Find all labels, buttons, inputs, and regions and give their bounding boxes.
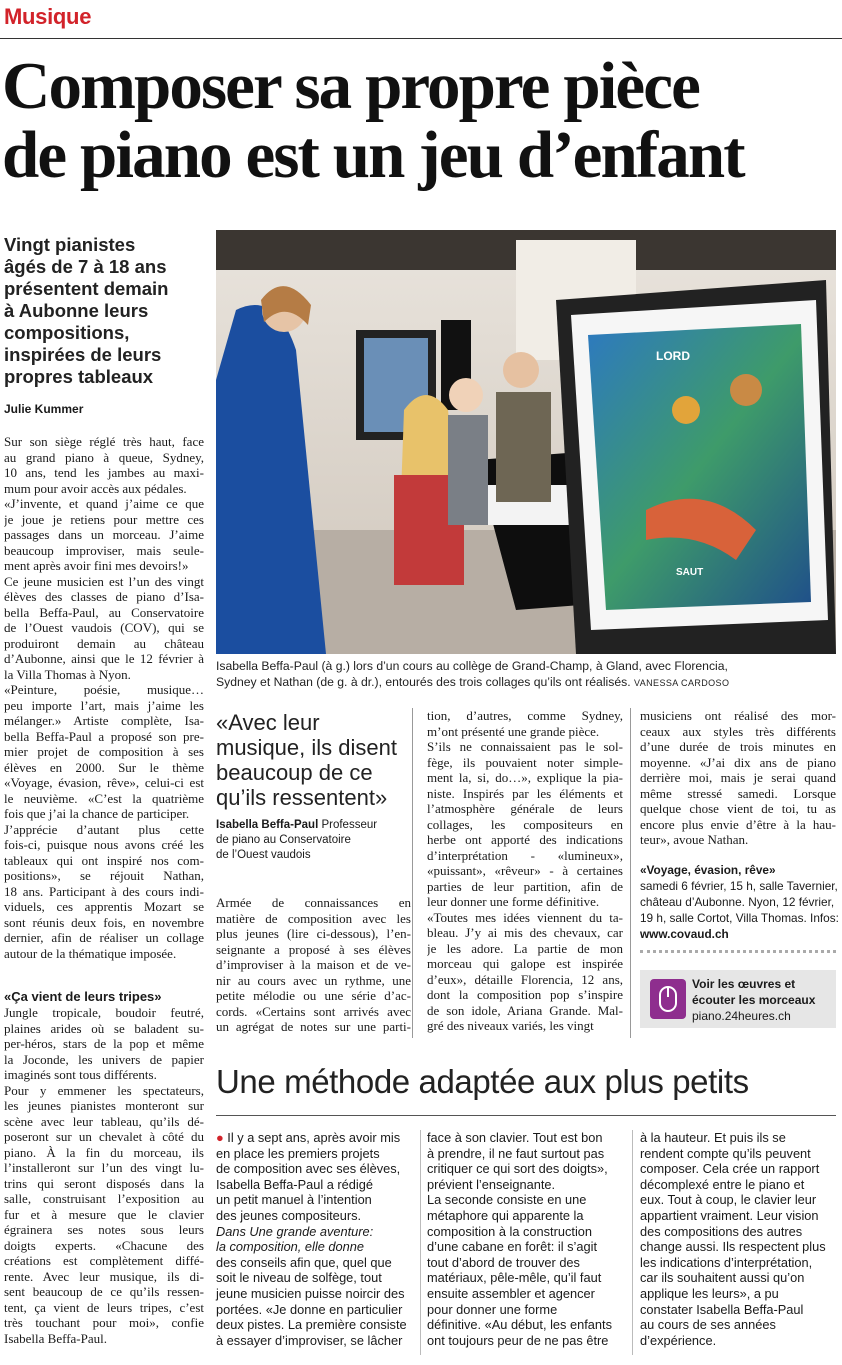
text-line: J’apprécie d’autant plus cette	[4, 821, 204, 837]
text-line: S’ils ne connaissaient pas le sol-	[427, 739, 623, 754]
headline	[2, 49, 842, 192]
info-divider	[640, 950, 836, 953]
text-line: matériaux, pêle-mêle, qu’il faut	[427, 1270, 602, 1286]
text-line: bella Beffa-Paul a proposé son pre-	[4, 728, 204, 744]
text-line: sent beaucoup de ce qu’ils ressen-	[4, 1284, 204, 1299]
quote-role-line: de l’Ouest vaudois	[216, 849, 311, 861]
text-line: les jeunes pianistes monteront sur	[4, 1098, 204, 1113]
text-line: Armée de connaissances en	[216, 895, 411, 910]
text-line: à la hauteur. Et puis ils se	[640, 1130, 786, 1145]
text-line: produiront demain au château	[4, 635, 204, 651]
text-line: de son idole, Ariana Grande. Mal-	[427, 1002, 623, 1018]
text-line: rendent compte qu’ils peuvent	[640, 1145, 811, 1161]
article-column-2	[216, 895, 411, 1035]
text-line: je les adore. La partie de mon	[427, 940, 623, 956]
text-line: Isabella Beffa-Paul a rédigé	[216, 1176, 373, 1192]
text-line: La seconde consiste en une	[427, 1192, 587, 1208]
lead-line: à Aubonne leurs	[4, 300, 149, 321]
article-photo	[216, 230, 836, 654]
text-line: fur et à mesure que le clavier	[4, 1206, 204, 1222]
photo-caption	[216, 658, 836, 691]
subheading: «Ça vient de leurs tripes»	[4, 989, 162, 1004]
column-divider	[412, 708, 413, 1038]
text-line: même stressé samedi. Lorsque	[640, 785, 836, 801]
text-line: très touchant pour moi», confie	[4, 1315, 204, 1330]
text-line: collages, les compositeurs en	[427, 816, 623, 832]
article-column-3	[427, 708, 623, 1034]
text-line: petite mélodie ou une série d’ac-	[216, 988, 411, 1003]
text-line: morceau qui galope est inspirée	[427, 956, 623, 971]
text-line: portées. «Je donne en particulier	[216, 1301, 403, 1317]
text-line: dont la composition pop s’inspire	[427, 987, 623, 1002]
text-line: «puissant», «rêveur» - à certaines	[427, 863, 623, 878]
text-line: tent, ça vient de leurs tripes, c’est	[4, 1299, 204, 1315]
text-line: passages dans un morceau. J’aime	[4, 527, 204, 542]
text-line: plus jeunes (lire ci-dessous), l’en-	[216, 926, 411, 941]
quote-line: qu’ils ressentent»	[216, 785, 388, 810]
text-line: Pour y emmener les spectateurs,	[4, 1082, 204, 1098]
text-line: la composition, elle donne	[216, 1239, 364, 1255]
lead-paragraph	[4, 234, 204, 388]
text-line: Dans Une grande aventure:	[216, 1223, 374, 1239]
text-line: mum pour avoir accès aux pédales.	[4, 480, 187, 496]
text-line: un petit manuel à l’intention	[216, 1192, 372, 1208]
headline-line: Composer sa propre pièce	[2, 49, 699, 123]
text-line: eux. Tout à coup, le clavier leur	[640, 1192, 817, 1208]
text-line: d’interprétation - «lumineux»,	[427, 847, 623, 863]
quote-line: musique, ils disent	[216, 735, 397, 760]
text-line: décomplexé entre le piano et	[640, 1176, 805, 1192]
text-line: d’une cabane en forêt: il s’agit	[427, 1239, 598, 1255]
quote-line: beaucoup de ce	[216, 760, 373, 785]
text-line: fois que j’ai la chance de participer.	[4, 806, 190, 821]
web-promo-text	[692, 976, 815, 1024]
top-divider	[0, 38, 842, 39]
text-line: positions», se réjouit Nathan,	[4, 868, 204, 883]
text-line: plaines arides où se baladent su-	[4, 1020, 204, 1036]
lead-line: Vingt pianistes	[4, 234, 136, 255]
text-line: créations est complètement diffé-	[4, 1253, 204, 1268]
box-divider	[216, 1115, 836, 1116]
text-line: Isabella Beffa-Paul.	[4, 1330, 107, 1346]
text-line: nir au cours avec un rythme, une	[216, 972, 411, 988]
text-line: de l’Ouest vaudois (COV), qui se	[4, 620, 204, 635]
text-line: le neuvième. «C’est la quatrième	[4, 790, 204, 806]
mouse-icon	[650, 979, 686, 1019]
lead-line: présentent demain	[4, 278, 169, 299]
web-promo-title: Voir les œuvres et	[692, 977, 796, 991]
text-line: en place les premiers projets	[216, 1145, 380, 1161]
text-line: élèves en 2000. Sur le thème	[4, 759, 204, 775]
quote-role-first: Professeur	[321, 819, 378, 831]
event-line: 19 h, salle Cortot, Villa Thomas. Infos:	[640, 911, 839, 925]
text-line: à prendre, il ne faut surtout pas	[427, 1145, 605, 1161]
text-line: l’installeront sur l’un des vingt lu-	[4, 1160, 204, 1175]
text-line: fois-ci, puisque nous avons créé les	[4, 837, 204, 852]
event-title: «Voyage, évasion, rêve»	[640, 863, 776, 877]
text-line: scène avec leur tableau, qu’ils dé-	[4, 1113, 204, 1129]
text-line: sont réunis deux fois, en novembre	[4, 914, 204, 930]
text-line: bella Beffa-Paul, au Conservatoire	[4, 604, 204, 620]
text-line: cords. «Certains sont arrivés avec	[216, 1003, 411, 1019]
text-line: trins qui seront disposés dans la	[4, 1175, 204, 1191]
text-line: des compositions des autres	[640, 1223, 803, 1239]
text-line: Ce jeune musicien est l’un des vingt	[4, 573, 204, 589]
text-line: niste. Inspirés par les éléments et	[427, 785, 623, 801]
quote-line: «Avec leur	[216, 710, 320, 735]
author-byline: Julie Kummer	[4, 402, 84, 416]
text-line: la Joconde, les univers de papier	[4, 1051, 204, 1067]
box-title: Une méthode adaptée aux plus petits	[216, 1063, 749, 1100]
event-line: château d’Aubonne. Nyon, 12 février,	[640, 895, 835, 909]
column-divider	[630, 708, 631, 1038]
headline-line: de piano est un jeu d’enfant	[2, 118, 744, 192]
text-line: per-héros, stars de la pop et même	[4, 1036, 204, 1051]
text-line: d’improviser à la maison et de ve-	[216, 957, 411, 972]
section-label: Musique	[4, 4, 92, 29]
event-url[interactable]: www.covaud.ch	[640, 927, 729, 941]
box-line	[216, 1130, 416, 1146]
text-line: prévient l’enseignante.	[427, 1176, 556, 1192]
caption-line	[216, 674, 836, 691]
text-line: tout d’abord de trouver des	[427, 1254, 580, 1270]
text-line: d’une durée de trois minutes en	[640, 739, 836, 754]
text-line: d’expérience.	[640, 1332, 717, 1348]
text-line: mier projet de composition à ses	[4, 744, 204, 759]
photo-credit: VANESSA CARDOSO	[634, 678, 730, 688]
text-line: d’eux», détaille Florencia, 12 ans,	[427, 971, 623, 987]
text-line: rente. Avec leur musique, ils di-	[4, 1268, 204, 1284]
text-line: «Voyage, évasion, rêve», celui-ci est	[4, 775, 204, 790]
text-line: au cours de ses années	[640, 1317, 776, 1333]
text-line: deux pistes. La première consiste	[216, 1317, 407, 1333]
caption-line: Isabella Beffa-Paul (à g.) lors d’un cours au collège de Grand-Champ, à Gland, avec Florencia,	[216, 659, 728, 673]
text-line: composer. Cela crée un rapport	[640, 1161, 820, 1177]
text-line: viduels, ces apprentis Mozart se	[4, 899, 204, 914]
text-line: à essayer d’improviser, se lâcher	[216, 1332, 403, 1348]
text-line: d’Aubonne, ainsi que le 12 février à	[4, 651, 204, 666]
text-line: critiquer ce qui sort des doigts»,	[427, 1161, 608, 1177]
text-line: 10 ans, tend les jambes au maxi-	[4, 465, 204, 480]
text-line: encore plus envie d’être à la hau-	[640, 816, 836, 832]
text-line: tableaux qui ont inspiré nos com-	[4, 852, 204, 868]
lead-line: inspirées de leurs	[4, 344, 162, 365]
text-line: les indications d’interprétation,	[640, 1254, 813, 1270]
lead-line: propres tableaux	[4, 366, 154, 387]
text-line: car ils souhaitent aussi qu’on	[640, 1270, 805, 1286]
text-line: beaucoup improviser, mais seule-	[4, 542, 204, 558]
text-line: mélanger.» Artiste complète, Isa-	[4, 713, 204, 728]
text-line: fège, ils pouvaient noter simple-	[427, 754, 623, 770]
text-line: piano. À la fin du morceau, ils	[4, 1144, 204, 1160]
text-line: doigts experts. «Chacune des	[4, 1237, 204, 1253]
event-info	[640, 862, 839, 942]
text-line: ment la, si, do…», explique la pia-	[427, 770, 623, 785]
box-column-divider	[420, 1130, 421, 1355]
text-line: bleau. J’y ai mis des chevaux, car	[427, 925, 623, 940]
text-line: des jeunes compositeurs.	[216, 1207, 362, 1223]
text-line: métaphore qui apparente la	[427, 1207, 584, 1223]
event-line: samedi 6 février, 15 h, salle Tavernier,	[640, 879, 838, 893]
text-line: Sur son siège réglé très haut, face	[4, 434, 204, 449]
quote-source-line	[216, 818, 406, 833]
box-column-1	[216, 1130, 416, 1348]
text-line: un agrégat de notes sur une parti-	[216, 1019, 411, 1034]
text-line: ment après avoir fini mes devoirs!»	[4, 558, 189, 573]
text-line: gré des niveaux variés, les vingt	[427, 1018, 594, 1033]
text-line: appartient vraiment. Leur vision	[640, 1207, 819, 1223]
text-line: quelque chose vient de toi, tu as	[640, 801, 836, 816]
text-line: soit le niveau de solfège, tout	[216, 1270, 382, 1286]
bullet-dot-icon: ●	[216, 1130, 228, 1145]
text-line: la Villa Thomas à Nyon.	[4, 666, 131, 682]
text-line: leur donner une forme définitive.	[427, 894, 600, 909]
text-line: Jungle tropicale, boudoir feutré,	[4, 1005, 204, 1020]
text-line: peu importe l’art, mais j’aime les	[4, 697, 204, 713]
text-line: constater Isabella Beffa-Paul	[640, 1301, 804, 1317]
text-line: change aussi. Ils respectent plus	[640, 1239, 826, 1255]
text-line: m’ont présenté une grande pièce.	[427, 723, 600, 739]
text-line: composition à la construction	[427, 1223, 593, 1239]
text-line: seignante a proposé à ses élèves	[216, 941, 411, 957]
text-line: matière de composition avec les	[216, 910, 411, 926]
box-first-line: Il y a sept ans, après avoir mis	[227, 1130, 401, 1145]
text-line: élèves des classes de piano d’Isa-	[4, 589, 204, 604]
text-line: «Toutes mes idées viennent du ta-	[427, 909, 623, 925]
text-line: poseront sur un chevalet à côté du	[4, 1129, 204, 1144]
web-promo-url[interactable]: piano.24heures.ch	[692, 1009, 791, 1023]
text-line: moyenne. «J’ai dix ans de piano	[640, 754, 836, 770]
text-line: je joue je retiens pour mettre ces	[4, 511, 204, 527]
text-line: pour donner une forme	[427, 1301, 558, 1317]
text-line: imaginés sont tous différents.	[4, 1067, 157, 1082]
text-line: jeune musicien puisse noircir des	[216, 1285, 405, 1301]
text-line: des conseils afin que, quel que	[216, 1254, 392, 1270]
text-line: ensuite assembler et agencer	[427, 1285, 595, 1301]
web-promo-box[interactable]	[640, 970, 836, 1028]
text-line: dernier, afin de réaliser un collage	[4, 930, 204, 945]
text-line: parties de leur partition, afin de	[427, 878, 623, 894]
text-line: autour de la thématique imposée.	[4, 945, 177, 961]
text-line: de composition avec ses élèves,	[216, 1161, 401, 1177]
text-line: ceaux aux styles très différents	[640, 723, 836, 739]
web-promo-title: écouter les morceaux	[692, 993, 816, 1007]
quote-source	[216, 818, 406, 863]
text-line: musiciens ont réalisé des mor-	[640, 708, 836, 723]
text-line: teur», avoue Nathan.	[640, 832, 749, 847]
text-line: salle, construisant l’exposition au	[4, 1191, 204, 1206]
text-line: l’atmosphère générale de leurs	[427, 801, 623, 816]
text-line: «J’invente, et quand j’aime ce que	[4, 496, 204, 511]
lead-line: âgés de 7 à 18 ans	[4, 256, 167, 277]
painting-label-top: LORD	[656, 349, 690, 363]
lead-line: compositions,	[4, 322, 130, 343]
text-line: applique les leurs», a pu	[640, 1285, 779, 1301]
article-column-4	[640, 708, 836, 848]
text-line: définitive. «Au début, les enfants	[427, 1317, 612, 1333]
article-column-1	[4, 434, 204, 961]
text-line: derrière moi, mais je serai quand	[640, 770, 836, 785]
text-line: ont toujours peur de ne pas être	[427, 1332, 609, 1348]
box-column-2	[427, 1130, 627, 1348]
text-line: tion, d’autres, comme Sydney,	[427, 708, 623, 723]
text-line: herbe ont apporté des indications	[427, 832, 623, 847]
box-column-divider	[632, 1130, 633, 1355]
pull-quote	[216, 710, 411, 810]
quote-role-line: de piano au Conservatoire	[216, 834, 351, 846]
article-column-1b	[4, 1005, 204, 1346]
text-line: face à son clavier. Tout est bon	[427, 1130, 603, 1145]
painting-label-bottom: SAUT	[676, 567, 704, 578]
photo-illustration	[216, 230, 836, 654]
text-line: égrainera ses notes sous leurs	[4, 1222, 204, 1237]
box-column-3	[640, 1130, 836, 1348]
text-line: au grand piano à queue, Sydney,	[4, 449, 204, 465]
text-line: 18 ans. Participant à des cours indi-	[4, 883, 204, 899]
caption-line-text: Sydney et Nathan (de g. à dr.), entourés des trois collages qu’ils ont réalisés.	[216, 675, 631, 689]
text-line: «Peinture, poésie, musique…	[4, 682, 204, 697]
quote-name: Isabella Beffa-Paul	[216, 819, 319, 831]
